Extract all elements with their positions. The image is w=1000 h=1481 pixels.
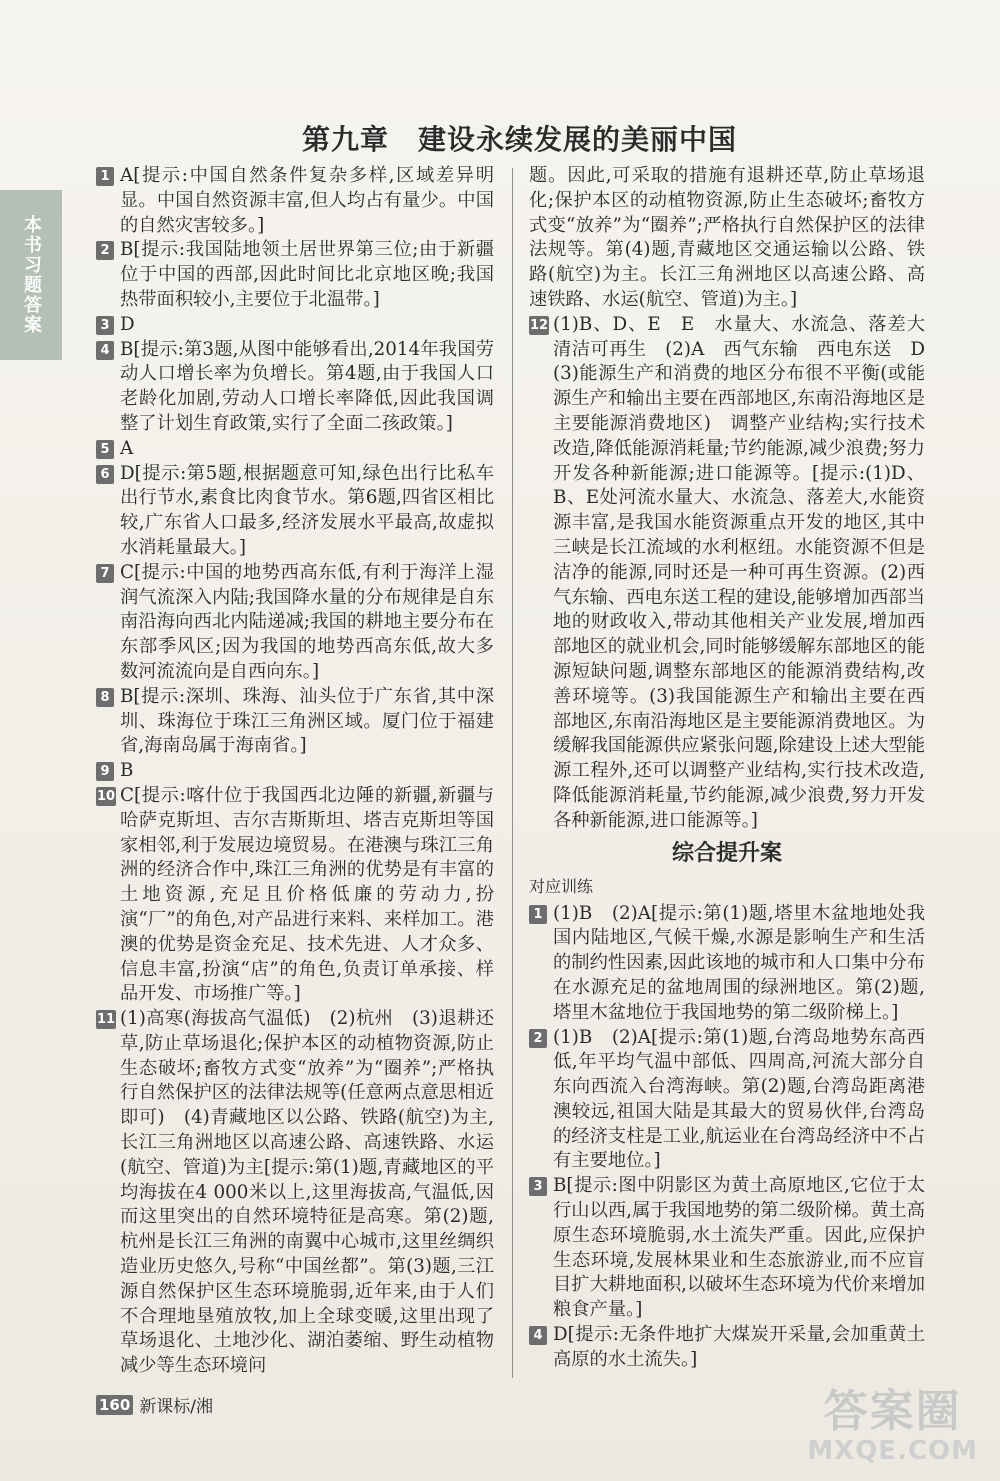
answer-text: C[提示:中国的地势西高东低,有利于海洋上湿润气流深入内陆;我国降水量的分布规律是自东南沿海向西北内陆递减;我国的耕地主要分布在东部季风区;因为我国的地势西高东低,故大多数河流流向是自西向东。]	[120, 561, 494, 682]
practice-item-4	[529, 1323, 925, 1373]
answer-text: (1)B (2)A[提示:第(1)题,塔里木盆地地处我国内陆地区,气候干燥,水源是影响生产和生活的制约性因素,因此该地的城市和人口集中分布在水源充足的盆地周围的绿洲地区。第(2)题,塔里木盆地位于我国地势的第二级阶梯上。]	[553, 902, 925, 1023]
answer-text: (1)高寒(海拔高气温低) (2)杭州 (3)退耕还草,防止草场退化;保护本区的动植物资源,防止生态破坏;畜牧方式变“放养”为“圈养”;严格执行自然保护区的法律法规等(任意两点意思相近即可) (4)青藏地区以公路、铁路(航空)为主,长江三角洲地区以高速公路、高速铁路、水运(航空、管道)为主[提示:第(1)题,青藏地区的平均海拔在4 000米以上,这里海拔高,气温低,因而这里突出的自然环境特征是高寒。第(2)题,杭州是长江三角洲的南翼中心城市,这里丝绸织造业历史悠久,号称“中国丝都”。第(3)题,三江源自然保护区生态环境脆弱,近年来,由于人们不合理地垦殖放牧,加上全球变暖,这里出现了草场退化、土地沙化、湖泊萎缩、野生动植物减少等生态环境问	[120, 1008, 494, 1377]
question-number: 11	[97, 1012, 116, 1028]
answer-text: (1)B (2)A[提示:第(1)题,台湾岛地势东高西低,年平均气温中部低、四周高,河流大部分自东向西流入台湾海峡。第(2)题,台湾岛距离港澳较远,祖国大陆是其最大的贸易伙伴,台湾岛的经济支柱是工业,航运业在台湾岛经济中不占有主要地位。]	[553, 1026, 925, 1172]
question-number: 3	[529, 1177, 547, 1196]
question-number: 1	[529, 905, 547, 924]
question-number: 5	[96, 440, 114, 459]
right-column	[529, 164, 944, 1373]
question-number: 12	[530, 317, 549, 333]
edition-label: 新课标/湘	[139, 1397, 214, 1417]
answer-text: B	[120, 760, 134, 782]
practice-item-3	[529, 1174, 925, 1323]
sub-section-label: 对应训练	[529, 876, 594, 896]
answer-item-7	[96, 561, 494, 685]
question-number: 8	[96, 688, 114, 707]
answer-text: B[提示:图中阴影区为黄土高原地区,它位于太行山以西,属于我国地势的第二级阶梯。黄土高原生态环境脆弱,水土流失严重。因此,应保护生态环境,发展林果业和生态旅游业,而不应盲目扩大耕地面积,以破坏生态环境为代价来增加粮食产量。]	[553, 1175, 925, 1321]
question-number: 10	[97, 788, 116, 804]
watermark-logo: 答案圈	[823, 1386, 962, 1437]
side-tab	[0, 190, 62, 360]
question-number: 7	[96, 564, 114, 583]
answer-text: D[提示:无条件地扩大煤炭开采量,会加重黄土高原的水土流失。]	[553, 1324, 925, 1370]
question-number: 4	[96, 341, 114, 360]
answer-text: D[提示:第5题,根据题意可知,绿色出行比私车出行节水,素食比肉食节水。第6题,四省区相比较,广东省人口最多,经济发展水平最高,故虚拟水消耗量最大。]	[120, 462, 494, 558]
answer-text: (1)B、D、E E 水量大、水流急、落差大 清洁可再生 (2)A 西气东输 西电东送 D (3)能源生产和消费的地区分布很不平衡(或能源生产和输出主要在西部地区,东南沿海地区是主要能源消费地区) 调整产业结构;实行技术改造,降低能源消耗量;节约能源,减少浪费;努力开发各种新能源;进口能源等。[提示:(1)D、B、E处河流水量大、水流急、落差大,水能资源丰富,是我国水能资源重点开发的地区,其中三峡是长江流域的水利枢纽。水能资源不但是洁净的能源,同时还是一种可再生资源。(2)西气东输、西电东送工程的建设,能够增加西部当地的财政收入,带动其他相关产业发展,增加西部地区的就业机会,同时能够缓解东部地区的能源短缺问题,调整东部地区的能源消费结构,改善环境等。(3)我国能源生产和输出主要在西部地区,东南沿海地区是主要能源消费地区。为缓解我国能源供应紧张问题,除建设上述大型能源工程外,还可以调整产业结构,实行技术改造,降低能源消耗量,节约能源,减少浪费,努力开发各种新能源,进口能源等。]	[553, 313, 944, 831]
continued-text: 题。因此,可采取的措施有退耕还草,防止草场退化;保护本区的动植物资源,防止生态破坏;畜牧方式变“放养”为“圈养”;严格执行自然保护区的法律法规等。第(4)题,青藏地区交通运输以公路、铁路(航空)为主。长江三角洲地区以高速公路、高速铁路、水运(航空、管道)为主。]	[529, 165, 925, 310]
section-title: 综合提升案	[671, 840, 782, 866]
answer-item-8	[96, 685, 494, 759]
question-number: 9	[96, 762, 114, 781]
answer-text: A[提示:中国自然条件复杂多样,区域差异明显。中国自然资源丰富,但人均占有量少。中国的自然灾害较多。]	[120, 165, 494, 236]
page-footer	[96, 1392, 213, 1417]
answer-text: B[提示:我国陆地领土居世界第三位;由于新疆位于中国的西部,因此时间比北京地区晚;我国热带面积较小,主要位于北温带。]	[120, 239, 494, 310]
answer-item-2	[96, 238, 494, 312]
question-number: 4	[529, 1326, 547, 1345]
answer-text: B[提示:深圳、珠海、汕头位于广东省,其中深圳、珠海位于珠江三角洲区域。厦门位于福建省,海南岛属于海南省。]	[120, 685, 494, 757]
question-number: 2	[529, 1029, 547, 1048]
answer-item-3	[96, 313, 494, 338]
answer-text: D	[120, 313, 135, 335]
question-number: 1	[96, 167, 114, 186]
watermark	[807, 1388, 978, 1466]
left-column	[96, 164, 494, 1379]
watermark-url: MXQE.COM	[807, 1436, 978, 1466]
answer-item-9	[96, 759, 494, 784]
answer-text: B[提示:第3题,从图中能够看出,2014年我国劳动人口增长率为负增长。第4题,由于我国人口老龄化加剧,劳动人口增长率降低,因此我国调整了计划生育政策,实行了全面二孩政策。]	[120, 338, 494, 434]
chapter-title: 第九章 建设永续发展的美丽中国	[302, 123, 738, 156]
practice-item-1	[529, 902, 925, 1026]
practice-item-2	[529, 1026, 925, 1175]
question-number: 3	[96, 316, 114, 335]
answer-item-11	[96, 1007, 494, 1379]
answer-item-12	[529, 313, 944, 834]
answer-text: A	[120, 437, 134, 459]
answer-item-4	[96, 338, 494, 437]
answer-item-10	[96, 784, 494, 1007]
answer-item-1	[96, 164, 494, 238]
page-number: 160	[96, 1395, 133, 1415]
side-tab-label: 本书习题答案	[21, 215, 42, 335]
answer-item-6	[96, 462, 494, 561]
answer-text: C[提示:喀什位于我国西北边陲的新疆,新疆与哈萨克斯坦、吉尔吉斯斯坦、塔吉克斯坦等国家相邻,利于发展边境贸易。在港澳与珠江三角洲的经济合作中,珠江三角洲的优势是有丰富的土地资源,充足且价格低廉的劳动力,扮演“厂”的角色,对产品进行来料、来样加工。港澳的优势是资金充足、技术先进、人才众多、信息丰富,扮演“店”的角色,负责订单承接、样品开发、市场推广等。]	[120, 784, 494, 1005]
answer-item-5	[96, 437, 494, 462]
question-number: 6	[96, 465, 114, 484]
column-divider	[512, 168, 513, 1378]
question-number: 2	[96, 241, 114, 260]
